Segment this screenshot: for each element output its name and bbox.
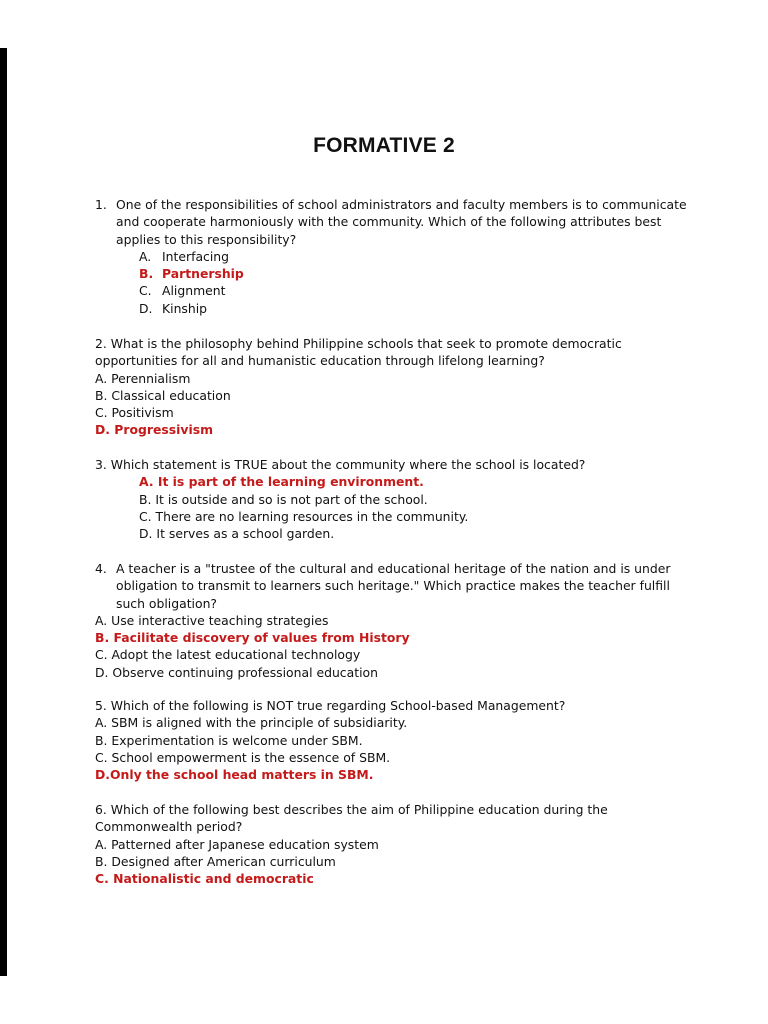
- question-2: [95, 335, 695, 439]
- question-1: [95, 196, 695, 317]
- question-number: 4.: [95, 561, 107, 576]
- option-b: B. Designed after American curriculum: [95, 853, 336, 869]
- option-a: A. SBM is aligned with the principle of subsidiarity.: [95, 715, 408, 731]
- option-a: A. Perennialism: [95, 370, 191, 386]
- option-c: C. Alignment: [139, 283, 226, 299]
- option-a: A. Use interactive teaching strategies: [95, 612, 329, 628]
- question-text: A teacher is a "trustee of the cultural and educational heritage of the nation and is under: [116, 561, 671, 576]
- question-text: 6. Which of the following best describes the aim of Philippine education during the: [95, 802, 608, 817]
- question-text: such obligation?: [116, 595, 218, 611]
- question-number: 1.: [95, 197, 107, 212]
- option-d: D. Kinship: [139, 300, 208, 316]
- option-a: A. Patterned after Japanese education system: [95, 836, 379, 852]
- option-d: D. It serves as a school garden.: [139, 526, 335, 542]
- question-text: applies to this responsibility?: [116, 231, 297, 247]
- question-text: Commonwealth period?: [95, 819, 243, 835]
- option-b: B. Experimentation is welcome under SBM.: [95, 732, 363, 748]
- question-text: One of the responsibilities of school administrators and faculty members is to communicate: [116, 197, 687, 212]
- option-b: B. Classical education: [95, 387, 231, 403]
- option-b-answer: B. Partnership: [139, 266, 244, 282]
- option-c-answer: C. Nationalistic and democratic: [95, 871, 314, 887]
- question-text: opportunities for all and humanistic education through lifelong learning?: [95, 353, 545, 369]
- option-c: C. Positivism: [95, 405, 174, 421]
- option-c: C. School empowerment is the essence of SBM.: [95, 749, 391, 765]
- question-5: [95, 697, 695, 783]
- option-c: C. Adopt the latest educational technology: [95, 647, 361, 663]
- question-3: [95, 456, 695, 542]
- option-c: C. There are no learning resources in the community.: [139, 508, 469, 524]
- question-text: obligation to transmit to learners such heritage." Which practice makes the teacher fulfill: [116, 578, 670, 594]
- option-d-answer: D. Progressivism: [95, 422, 214, 438]
- question-text: 3. Which statement is TRUE about the community where the school is located?: [95, 457, 586, 472]
- option-b: B. It is outside and so is not part of the school.: [139, 491, 428, 507]
- option-d-answer: D.Only the school head matters in SBM.: [95, 767, 374, 783]
- question-text: 5. Which of the following is NOT true regarding School-based Management?: [95, 698, 566, 713]
- option-a-answer: A. It is part of the learning environment.: [139, 474, 424, 490]
- question-6: [95, 801, 695, 887]
- option-a: A. Interfacing: [139, 248, 230, 264]
- question-text: and cooperate harmoniously with the community. Which of the following attributes best: [116, 214, 662, 230]
- option-d: D. Observe continuing professional education: [95, 664, 378, 680]
- option-b-answer: B. Facilitate discovery of values from History: [95, 630, 410, 646]
- question-text: 2. What is the philosophy behind Philippine schools that seek to promote democratic: [95, 336, 622, 351]
- question-4: [95, 560, 695, 681]
- page-title: FORMATIVE 2: [313, 134, 455, 157]
